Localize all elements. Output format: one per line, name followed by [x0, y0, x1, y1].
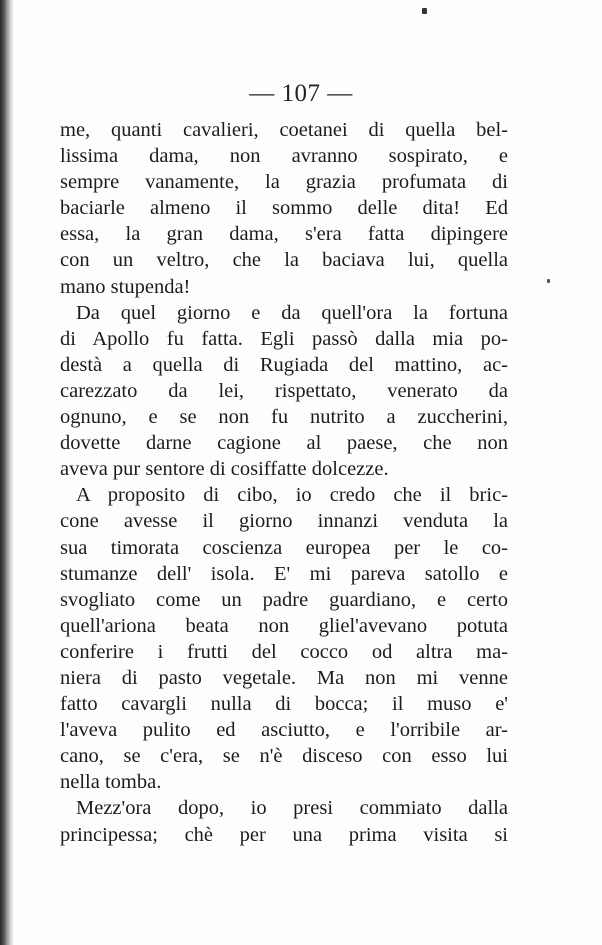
text-line: Mezz'ora dopo, io presi commiato dalla	[76, 797, 508, 820]
text-line: me, quanti cavalieri, coetanei di quella bel-	[60, 119, 508, 141]
text-line: aveva pur sentore di cosiffatte dolcezze.	[60, 458, 389, 481]
text-line: sua timorata coscienza europea per le co-	[60, 536, 508, 559]
text-line: A proposito di cibo, io credo che il bric-	[76, 484, 508, 507]
text-line: di Apollo fu fatta. Egli passò dalla mia po-	[60, 327, 508, 350]
text-line: essa, la gran dama, s'era fatta dipingere	[60, 223, 508, 246]
text-line: stumanze dell' isola. E' mi pareva satollo e	[60, 562, 508, 585]
text-line: nella tomba.	[60, 771, 162, 794]
text-line: con un veltro, che la baciava lui, quella	[60, 249, 508, 272]
text-line: baciarle almeno il sommo delle dita! Ed	[60, 197, 508, 220]
text-line: sempre vanamente, la grazia profumata di	[60, 171, 508, 194]
text-line: carezzato da lei, rispettato, venerato da	[60, 379, 508, 402]
text-line: niera di pasto vegetale. Ma non mi venne	[60, 666, 508, 689]
text-line: cano, se c'era, se n'è disceso con esso lui	[60, 745, 508, 768]
text-line: cone avesse il giorno innanzi venduta la	[60, 510, 508, 533]
ink-speck	[422, 8, 427, 14]
text-line: principessa; chè per una prima visita si	[60, 823, 508, 846]
page-number: — 107 —	[249, 80, 353, 107]
text-line: ognuno, e se non fu nutrito a zuccherini,	[60, 406, 508, 429]
text-line: fatto cavargli nulla di bocca; il muso e'	[60, 693, 508, 716]
text-line: l'aveva pulito ed asciutto, e l'orribile ar-	[60, 719, 508, 742]
text-line: svogliato come un padre guardiano, e certo	[60, 588, 508, 611]
ink-speck	[547, 279, 550, 283]
text-line: conferire i frutti del cocco od altra ma-	[60, 640, 508, 663]
text-line: lissima dama, non avranno sospirato, e	[60, 145, 508, 168]
text-line: dovette darne cagione al paese, che non	[60, 432, 508, 455]
page-binding-shadow	[0, 0, 14, 945]
text-line: mano stupenda!	[60, 275, 191, 298]
body-text	[60, 117, 508, 848]
text-line: Da quel giorno e da quell'ora la fortuna	[76, 301, 508, 324]
text-line: destà a quella di Rugiada del mattino, ac-	[60, 353, 508, 376]
text-line: quell'ariona beata non gliel'avevano potuta	[60, 614, 508, 637]
